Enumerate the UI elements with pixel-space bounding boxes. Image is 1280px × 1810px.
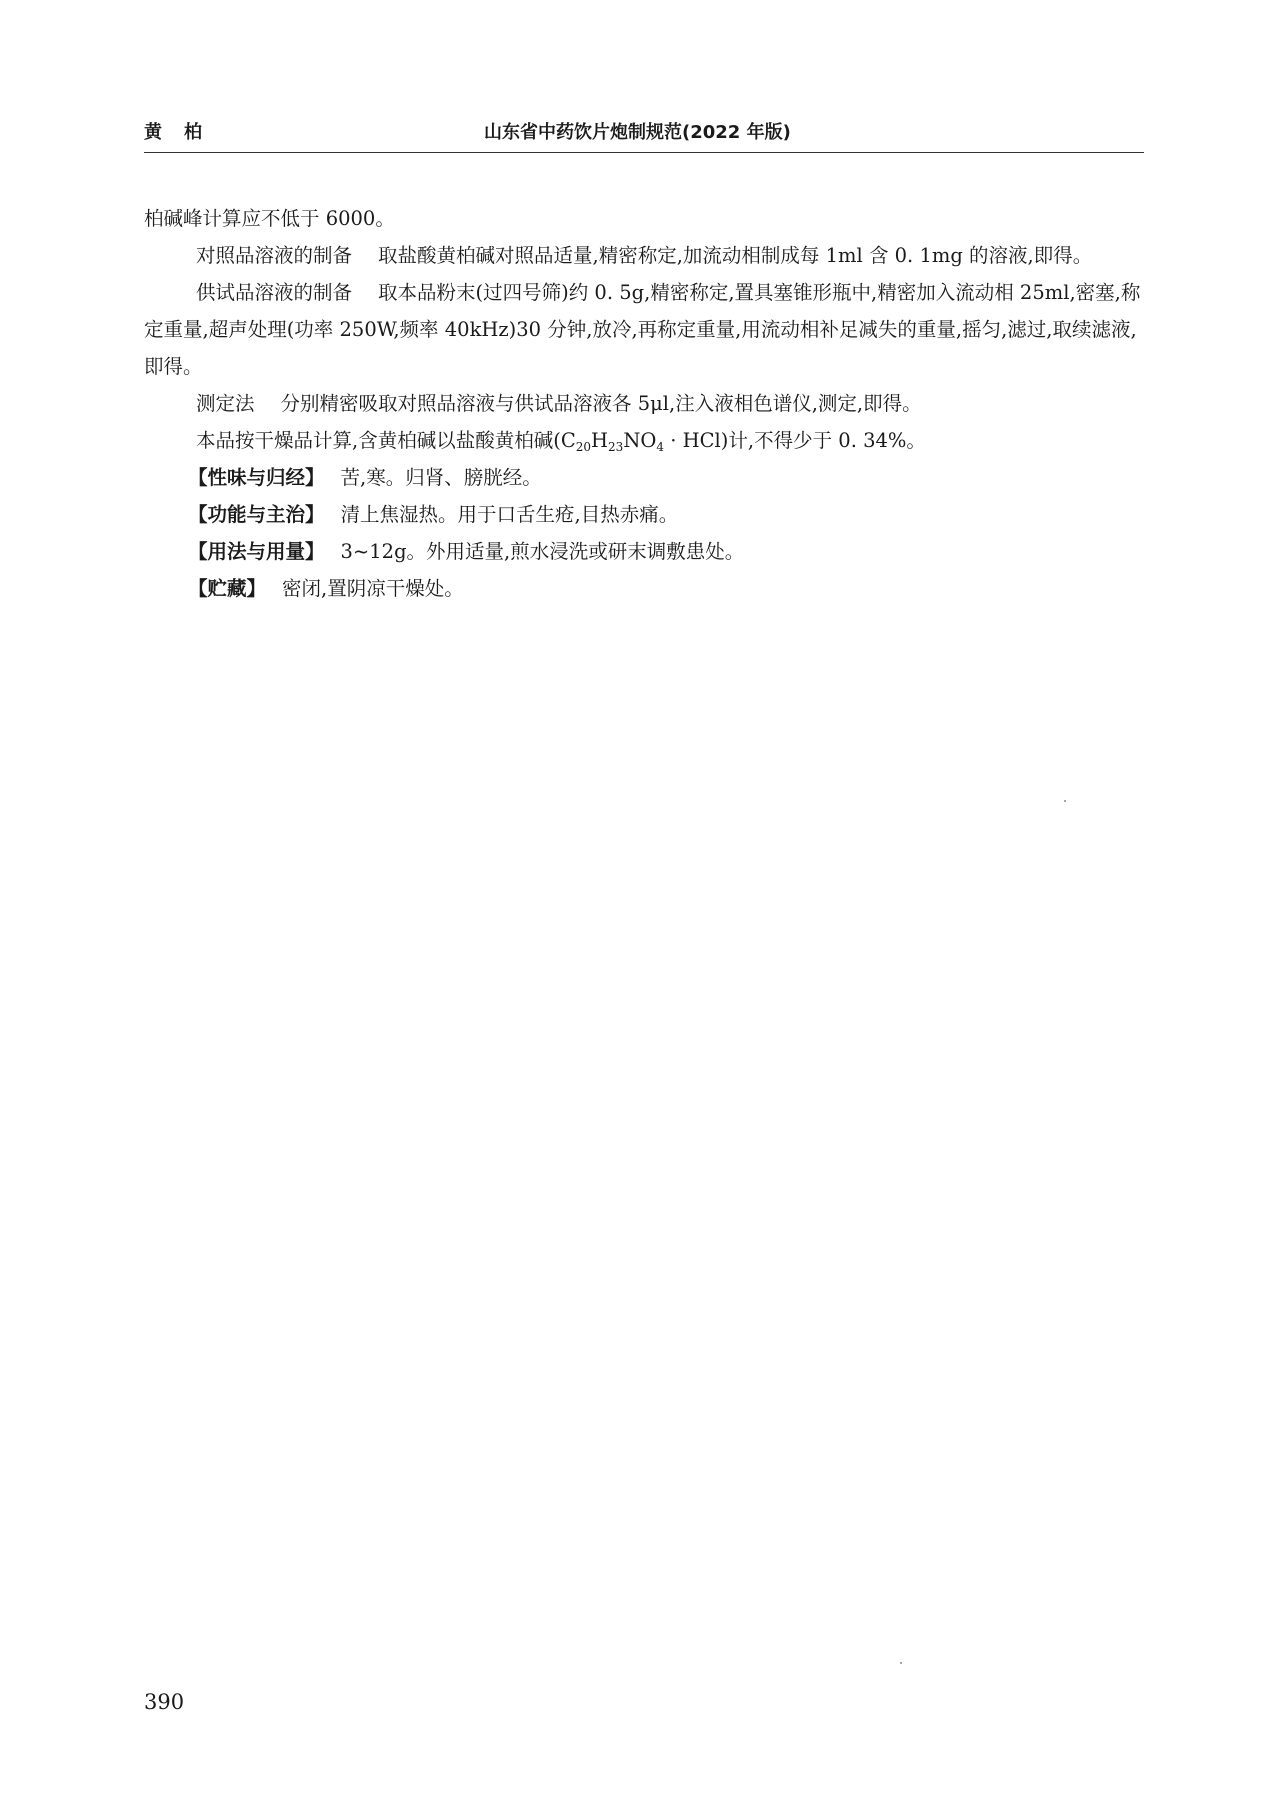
section-text: 清上焦湿热。用于口舌生疮,目热赤痛。: [340, 503, 679, 526]
paragraph-continuation: 柏碱峰计算应不低于 6000。: [144, 207, 395, 230]
section-nature-meridian: [144, 459, 1144, 496]
paragraph-content-limit: 本品按干燥品计算,含黄柏碱以盐酸黄柏碱$(C_{20}H_{23}NO_4 \cdot HCl)$计,不得少于 0. 34%。: [196, 429, 926, 454]
paragraph-text: 取本品粉末(过四号筛)约 0. 5g,精密称定,置具塞锥形瓶中,精密加入流动相 25ml,密塞,称定重量,超声处理(功率 250W,频率 40kHz)30 分钟,放冷,再称定重量,用流动相补足减失的重量,摇匀,滤过,取续滤液,即得。: [144, 281, 1141, 378]
chemical-formula: $C_{20}H_{23}NO_4$ · HCl: [560, 429, 721, 454]
section-text: 苦,寒。归肾、膀胱经。: [340, 466, 542, 489]
header-book-title: 山东省中药饮片炮制规范(2022 年版): [484, 122, 791, 143]
paragraph-text: 取盐酸黄柏碱对照品适量,精密称定,加流动相制成每 1ml 含 0. 1mg 的溶液,即得。: [378, 244, 1093, 267]
paragraph-procedure: [144, 385, 1144, 422]
section-function-indication: [144, 496, 1144, 533]
section-label: 【贮藏】: [188, 577, 267, 600]
paragraph-label: 对照品溶液的制备: [196, 244, 353, 267]
section-usage-dosage: [144, 533, 1144, 570]
section-text: 3~12g。外用适量,煎水浸洗或研末调敷患处。: [340, 540, 745, 563]
header-rule: [144, 152, 1144, 153]
section-label: 【功能与主治】: [188, 503, 325, 526]
paragraph-text: 分别精密吸取对照品溶液与供试品溶液各 5μl,注入液相色谱仪,测定,即得。: [280, 392, 922, 415]
paragraph-reference-solution: [144, 237, 1144, 274]
scan-speck: [900, 1662, 902, 1664]
page-number: 390: [144, 1690, 185, 1714]
header-herb-name: 黄柏: [144, 122, 224, 143]
paragraph-label: 供试品溶液的制备: [196, 281, 353, 304]
page-body: [144, 200, 1144, 607]
section-label: 【用法与用量】: [188, 540, 325, 563]
section-storage: [144, 570, 1144, 607]
paragraph-label: 测定法: [196, 392, 255, 415]
scan-speck: [1064, 800, 1066, 802]
section-label: 【性味与归经】: [188, 466, 325, 489]
section-text: 密闭,置阴凉干燥处。: [282, 577, 464, 600]
paragraph-test-solution: [144, 274, 1144, 385]
running-header: [144, 112, 1144, 152]
